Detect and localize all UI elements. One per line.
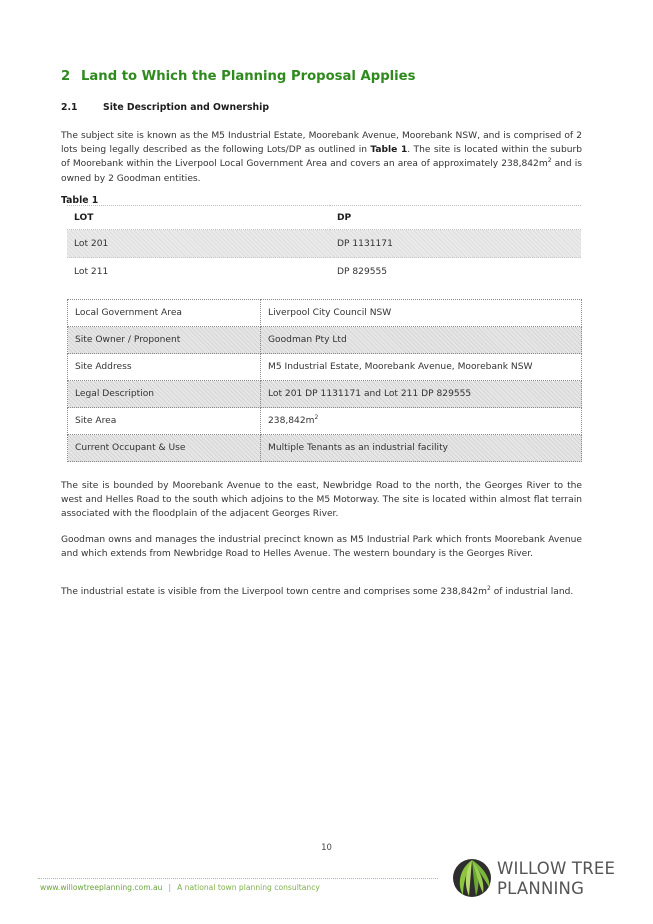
row-label: Site Address: [68, 354, 261, 381]
section-number: 2: [61, 69, 71, 84]
row-value: Lot 201 DP 1131171 and Lot 211 DP 829555: [261, 381, 582, 408]
table-row: [68, 300, 582, 327]
header-lot: LOT: [67, 206, 330, 230]
logo-wordmark-line1: WILLOW TREE: [497, 859, 616, 878]
cell-lot: Lot 201: [67, 230, 330, 258]
table-row: [68, 327, 582, 354]
row-value: $238,842m^2$: [261, 408, 582, 435]
table-row: [67, 258, 581, 286]
row-value: Multiple Tenants as an industrial facility: [261, 435, 582, 462]
table-header-row: [67, 206, 581, 230]
willow-tree-logo-icon: [451, 857, 493, 899]
table-row: [68, 408, 582, 435]
logo-wordmark-line2: PLANNING: [497, 879, 585, 898]
table-reference: Table 1: [370, 145, 408, 156]
section-heading: [61, 69, 415, 84]
section-title: Land to Which the Planning Proposal Applies: [81, 69, 416, 84]
cell-dp: DP 829555: [337, 266, 388, 277]
row-label: Local Government Area: [68, 300, 261, 327]
row-value: Goodman Pty Ltd: [261, 327, 582, 354]
row-label: Legal Description: [68, 381, 261, 408]
site-bounds-paragraph: The site is bounded by Moorebank Avenue to the east, Newbridge Road to the north, the Georges River to the west and Helles Road to the south which adjoins to the M5 Motorway. The site is located within almost flat terrain associated with the floodplain of the adjacent Georges River.: [61, 481, 582, 520]
row-label: Site Owner / Proponent: [68, 327, 261, 354]
cell-dp: DP 1131171: [330, 230, 581, 258]
row-label: Current Occupant & Use: [68, 435, 261, 462]
footer-tagline: A national town planning consultancy: [177, 883, 320, 892]
page-number: 10: [321, 843, 332, 853]
row-value: M5 Industrial Estate, Moorebank Avenue, Moorebank NSW: [261, 354, 582, 381]
lot-dp-table: [67, 205, 581, 285]
table-row: [68, 381, 582, 408]
row-label: Site Area: [68, 408, 261, 435]
footer-website-link[interactable]: www.willowtreeplanning.com.au: [40, 883, 163, 892]
cell-lot: Lot 211: [74, 266, 109, 277]
subsection-title: Site Description and Ownership: [103, 102, 270, 113]
header-dp: DP: [330, 206, 581, 230]
subsection-number: 2.1: [61, 102, 78, 113]
row-value: Liverpool City Council NSW: [261, 300, 582, 327]
intro-paragraph: The subject site is known as the M5 Industrial Estate, Moorebank Avenue, Moorebank NSW, and is comprised of 2 lots being legally described as the following Lots/DP as outlined in Table 1. The site is located within the suburb of Moorebank within the Liverpool Local Government Area and covers an area of approximately $238,842m^2$ and is owned by 2 Goodman entities.: [61, 131, 583, 184]
visibility-paragraph: The industrial estate is visible from the Liverpool town centre and comprises some $238,842m^2$ of industrial land.: [61, 585, 574, 597]
subsection-heading: [61, 102, 269, 113]
ownership-paragraph: Goodman owns and manages the industrial precinct known as M5 Industrial Park which fronts Moorebank Avenue and which extends from Newbridge Road to Helles Avenue. The western boundary is the Georges River.: [61, 535, 582, 560]
footer: [40, 883, 320, 892]
footer-separator: |: [168, 883, 172, 892]
table-row: [68, 435, 582, 462]
table-caption: Table 1: [61, 195, 99, 206]
site-details-table: [67, 299, 582, 462]
footer-divider: [38, 878, 438, 879]
table-row: [67, 230, 581, 258]
table-row: [68, 354, 582, 381]
